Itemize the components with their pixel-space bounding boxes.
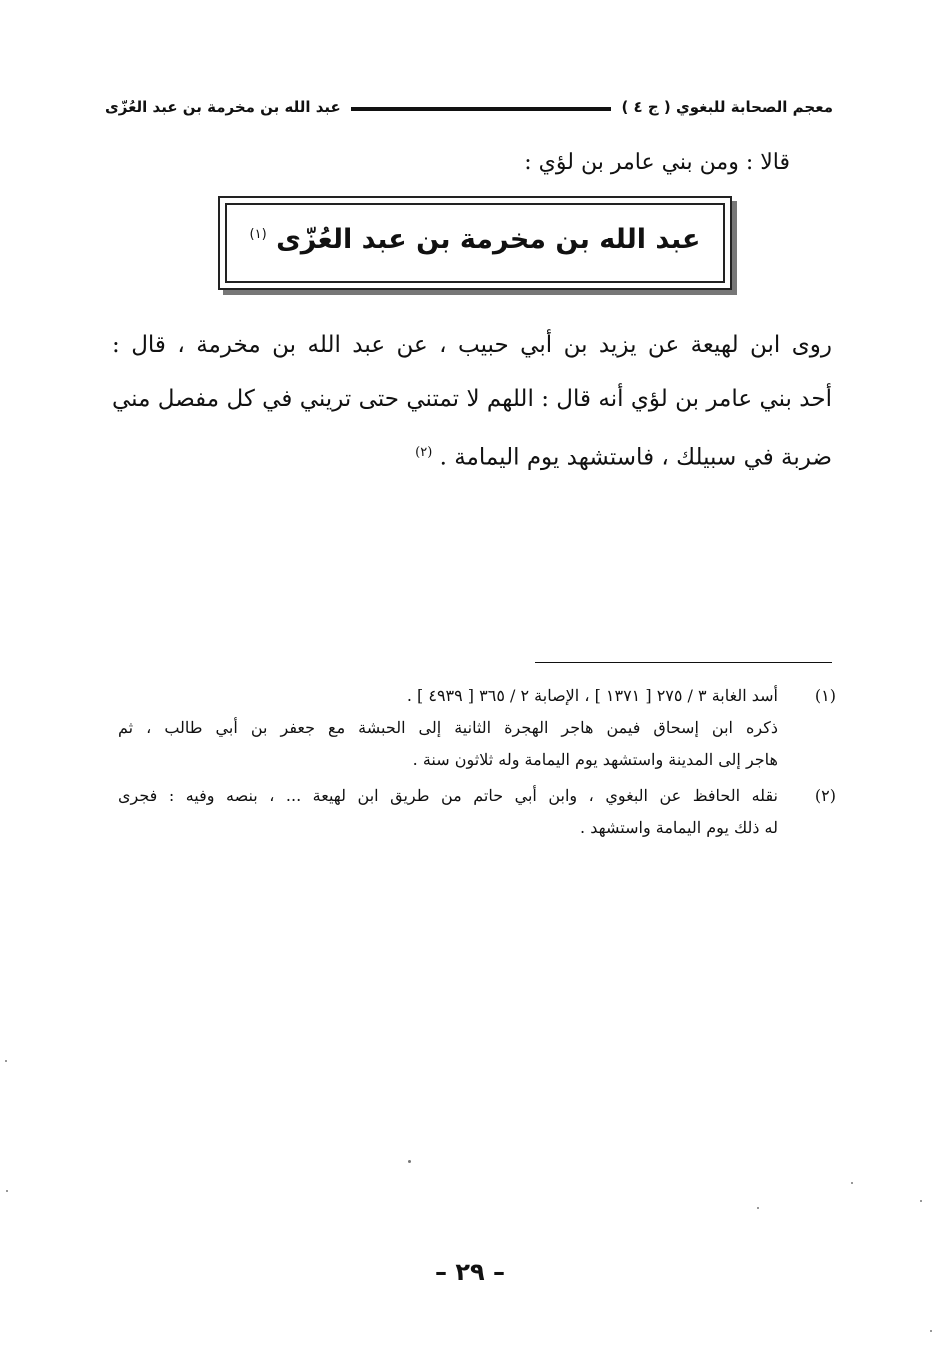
footnote-line: له ذلك يوم اليمامة واستشهد . [580,818,778,837]
main-text-line: روى ابن لهيعة عن يزيد بن أبي حبيب ، عن عبد الله بن مخرمة ، قال : [112,332,832,358]
footnote-line: أسد الغابة ٣ / ٢٧٥ [ ١٣٧١ ] ، الإصابة ٢ / ٣٦٥ [ ٤٩٣٩ ] . [406,686,778,705]
main-text-line: أحد بني عامر بن لؤي أنه قال : اللهم لا تمتني حتى تريني في كل مفصل مني [112,386,832,412]
header-entry-title: عبد الله بن مخرمة بن عبد العُزّى [105,98,341,116]
scan-speck [5,1060,7,1062]
body-footnote-ref: (٢) [415,445,433,460]
scan-speck [6,1190,8,1192]
entry-title-box [218,196,732,290]
footnote-line: هاجر إلى المدينة واستشهد يوم اليمامة وله ثلاثون سنة . [412,750,778,769]
main-text-line-last [112,426,832,485]
main-text [112,318,832,485]
scan-speck [408,1160,411,1163]
title-footnote-ref: (١) [249,227,267,242]
footnote-2 [118,780,836,844]
footnote-number: (١) [814,686,836,705]
scan-speck [930,1330,932,1332]
page-number: – ٢٩ – [434,1258,505,1286]
footnote-separator [535,662,832,663]
footnote-line: نقله الحافظ عن البغوي ، وابن أبي حاتم من طريق ابن لهيعة ... ، بنصه وفيه : فجرى [118,786,778,805]
running-header [105,92,833,122]
main-text-line: ضربة في سبيلك ، فاستشهد يوم اليمامة . [439,444,832,471]
footnotes [118,680,836,848]
scan-speck [851,1182,853,1184]
entry-title-text: عبد الله بن مخرمة بن عبد العُزّى [276,224,701,255]
header-rule [351,107,612,111]
footnote-number: (٢) [814,786,836,805]
scan-speck [757,1207,759,1209]
scan-speck [920,1200,922,1202]
footnote-1 [118,680,836,776]
header-book-title: معجم الصحابة للبغوي ( ج ٤ ) [621,98,833,116]
entry-title [220,224,730,255]
footnote-line: ذكره ابن إسحاق فيمن هاجر الهجرة الثانية إلى الحبشة مع جعفر بن أبي طالب ، ثم [118,718,778,737]
intro-line: قالا : ومن بني عامر بن لؤي : [524,150,790,175]
